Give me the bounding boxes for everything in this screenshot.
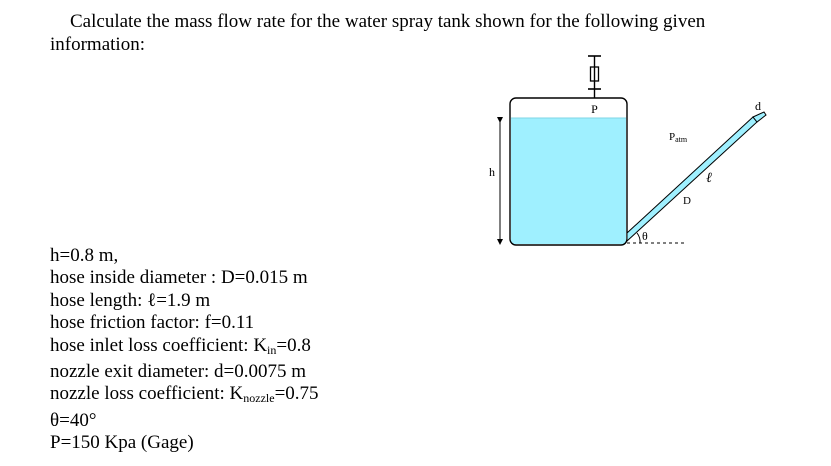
water-fill <box>511 118 626 244</box>
given-hose-diameter: hose inside diameter : D=0.015 m <box>50 267 308 289</box>
label-pressure: P <box>591 102 598 116</box>
spray-tank-diagram <box>470 45 800 260</box>
given-h: h=0.8 m, <box>50 245 119 266</box>
given-pressure: P=150 Kpa (Gage) <box>50 432 194 454</box>
label-atm-base: P <box>669 131 676 143</box>
given-nozzle-loss-prefix: nozzle loss coefficient: K <box>50 383 244 405</box>
hose <box>627 117 757 241</box>
label-hose-diameter: D <box>683 195 691 207</box>
given-hose-length: hose length: ℓ=1.9 m <box>50 289 211 311</box>
label-atm-pressure <box>669 131 688 144</box>
given-friction-factor: hose friction factor: f=0.11 <box>50 312 255 334</box>
angle-arc <box>637 233 640 243</box>
pressure-gauge-icon <box>588 56 601 98</box>
label-atm-sub: atm <box>675 135 688 144</box>
given-nozzle-loss-sub: nozzle <box>243 391 275 406</box>
given-nozzle-loss <box>50 383 319 409</box>
given-inlet-loss-prefix: hose inlet loss coefficient: K <box>50 334 268 356</box>
label-hose-length: ℓ <box>706 171 712 186</box>
given-inlet-loss-sub: in <box>267 342 277 357</box>
given-values-list <box>50 245 319 455</box>
given-nozzle-diameter: nozzle exit diameter: d=0.0075 m <box>50 361 307 383</box>
problem-statement: Calculate the mass flow rate for the water spray tank shown for the following given information: <box>50 11 706 55</box>
label-nozzle-diameter: d <box>755 99 761 113</box>
given-angle: θ=40° <box>50 409 97 431</box>
given-inlet-loss-suffix: =0.8 <box>276 334 311 356</box>
label-height: h <box>489 165 495 179</box>
given-inlet-loss <box>50 335 319 361</box>
given-nozzle-loss-suffix: =0.75 <box>274 383 319 405</box>
label-angle: θ <box>642 229 648 243</box>
